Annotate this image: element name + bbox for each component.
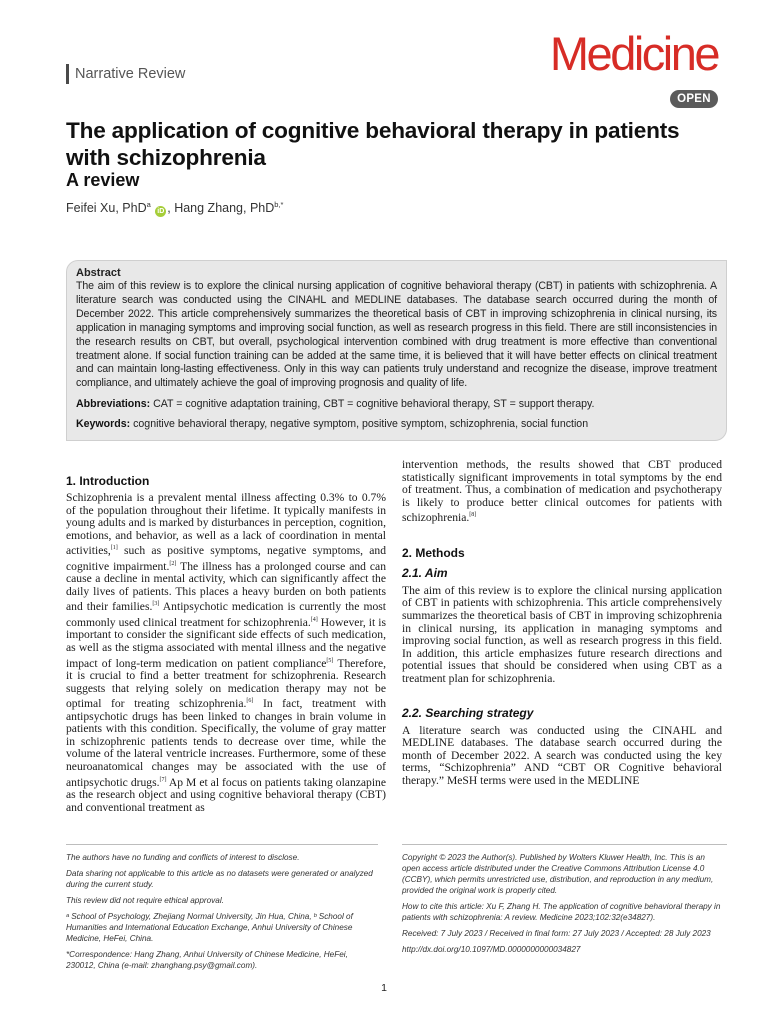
journal-masthead — [549, 26, 718, 105]
doi-link[interactable]: http://dx.doi.org/10.1097/MD.0000000000034827 — [402, 945, 581, 954]
affiliations: ᵃ School of Psychology, Zhejiang Normal University, Jin Hua, China, ᵇ School of Humanities and International Education Exchange, Anhui University of Chinese Medicine, HeFei, China. — [66, 912, 353, 943]
affiliation-marker: b,* — [274, 200, 284, 209]
funding-note: The authors have no funding and conflicts of interest to disclose. — [66, 853, 300, 862]
citation-link[interactable]: [7] — [159, 776, 167, 783]
open-access-badge: OPEN — [670, 90, 718, 108]
text-run: The illness has a prolonged course and can cause a decline in mental activity, which can significantly affect the daily lives of patients. This places a heavy burden on both patients and their families. — [66, 559, 386, 614]
citation-link[interactable]: [3] — [152, 601, 160, 608]
subsection-heading-search: 2.2. Searching strategy — [402, 705, 534, 720]
section-heading-introduction: 1. Introduction — [66, 474, 150, 488]
keywords-label: Keywords: — [76, 418, 131, 431]
text-run: Antipsychotic medication is currently the most commonly used clinical treatment for schizophrenia. — [66, 600, 386, 629]
journal-logo: Medicine — [549, 27, 718, 80]
abstract-heading: Abstract — [76, 267, 121, 279]
citation-link[interactable]: [5] — [326, 657, 334, 664]
citation-link[interactable]: [2] — [169, 560, 177, 567]
abstract-box — [66, 260, 727, 441]
citation-link[interactable]: [4] — [310, 616, 318, 623]
orcid-icon[interactable]: iD — [157, 208, 165, 216]
paragraph — [402, 459, 722, 525]
text-run: such as positive symptoms, negative symptoms, and cognitive impairment. — [66, 544, 386, 573]
paragraph — [66, 492, 386, 814]
author-name: Hang Zhang, PhD — [174, 201, 275, 216]
copyright-note: Copyright © 2023 the Author(s). Published by Wolters Kluwer Health, Inc. This is an open access article distributed under the Creative Commons Attribution License 4.0 (CCBY), which permits unrestricted use, distribution, and reproduction in any medium, provided the original work is properly cited. — [402, 853, 714, 895]
abbreviations — [76, 397, 717, 411]
citation-link[interactable]: [6] — [246, 698, 254, 705]
text-run: intervention methods, the results showed that CBT produced statistically significant improvements in total symptoms by the end of treatment. Thus, a combination of medication and psychotherapy is likely to produce better clinical outcomes for patients with schizophrenia. — [402, 458, 722, 525]
dates-note: Received: 7 July 2023 / Received in final form: 27 July 2023 / Accepted: 28 July 2023 — [402, 929, 711, 938]
citation-link[interactable]: [1] — [110, 545, 118, 552]
footnotes-right — [402, 852, 722, 960]
section-heading-methods: 2. Methods — [402, 545, 465, 560]
keywords — [76, 417, 717, 431]
abbreviations-text: CAT = cognitive adaptation training, CBT = cognitive behavioral therapy, ST = support therapy. — [150, 398, 595, 411]
body-column-left — [66, 474, 386, 814]
keywords-text: cognitive behavioral therapy, negative symptom, positive symptom, schizophrenia, social function — [130, 418, 589, 431]
text-run: Ap M et al focus on patients taking olanzapine as the research object and using cognitive behavioral therapy (CBT) and conventional treatment as — [66, 775, 386, 814]
text-run: However, it is important to consider the significant side effects of such medication, as well as the stigma associated with mental illness and the negative impact of long-term medication on patient compliance — [66, 615, 387, 670]
citation-link[interactable]: [8] — [469, 512, 477, 519]
ethics-note: This review did not require ethical approval. — [66, 896, 224, 905]
abstract-text: The aim of this review is to explore the clinical nursing application of cognitive behavioral therapy (CBT) in patients with schizophrenia. A literature search was conducted using the CINAHL and MEDLINE databases. The database search occurred during the month of December 2022. This article comprehensively summarizes the theoretical basis of CBT in improving schizophrenia in clinical nursing, its application in managing symptoms and improving social function, as well as research progress in this field. There are still inconsistencies in the research results on CBT, but overall, psychological intervention combined with drug treatment is more effective than conventional treatment alone. If social function training can be added at the same time, it is believed that it will have better effects on clinical treatment and can maintain long-lasting effectiveness. Only in this way can patients truly understand and recognize the disease, improve treatment compliance, and ultimately achieve the goal of improving prognosis and quality of life. — [76, 280, 717, 390]
correspondence: *Correspondence: Hang Zhang, Anhui University of Chinese Medicine, HeFei, 230012, China (e-mail: zhanghang.psy@gmail.com). — [66, 950, 348, 970]
text-run: In fact, treatment with antipsychotic drugs has been linked to changes in brain volume in patients with this condition. Specifically, the volume of gray matter in schizophrenic patients tends to decrease over time, while the volume of the lateral ventricle increases. Furthermore, some of these neuroanatomical changes may be associated with the use of antipsychotic drugs. — [66, 697, 387, 789]
subsection-heading-aim: 2.1. Aim — [402, 565, 448, 580]
data-sharing-note: Data sharing not applicable to this article as no datasets were generated or analyzed during the current study. — [66, 869, 373, 889]
footnotes-left — [66, 852, 376, 976]
page-number: 1 — [381, 982, 387, 994]
body-column-right — [402, 459, 722, 788]
author-separator: , — [167, 201, 175, 216]
abbreviations-label: Abbreviations: — [76, 398, 151, 411]
article-title: The application of cognitive behavioral therapy in patients with schizophrenia — [66, 118, 680, 170]
author-line — [66, 200, 283, 217]
article-subtitle: A review — [66, 170, 140, 190]
article-type-label: Narrative Review — [66, 64, 185, 84]
paragraph: A literature search was conducted using the CINAHL and MEDLINE databases. The database search occurred during the month of December 2022. A search was conducted using the key terms, “Schizophrenia” AND “CBT OR Cognitive behavioral therapy.” MeSH terms were used in the MEDLINE — [402, 723, 722, 787]
affiliation-marker: a — [146, 200, 151, 209]
footnote-divider — [66, 844, 378, 845]
paragraph: The aim of this review is to explore the clinical nursing application of CBT in patients with schizophrenia. This article comprehensively summarizes the theoretical basis of CBT in improving schizophrenia in clinical nursing, its application in managing symptoms and improving social function, as well as research progress in this field. In addition, this article emphasizes future research directions and potential issues that should be considered when using CBT as a treatment plan for schizophrenia. — [402, 583, 722, 685]
footnote-divider — [402, 844, 727, 845]
citation-note: How to cite this article: Xu F, Zhang H. The application of cognitive behavioral therapy in patients with schizophrenia: A review. Medicine 2023;102:32(e34827). — [402, 902, 721, 922]
text-run: Therefore, it is crucial to find a better treatment for schizophrenia. Research suggests that relying solely on medication therapy may not be optimal for treating schizophrenia. — [66, 656, 386, 711]
text-run: Schizophrenia is a prevalent mental illness affecting 0.3% to 0.7% of the population throughout their lifetime. It typically manifests in young adults and is marked by disturbances in perception, cognition, emotions, and behavior, as well as a lack of coordination in mental activities, — [66, 491, 386, 558]
author-name: Feifei Xu, PhD — [66, 201, 147, 216]
